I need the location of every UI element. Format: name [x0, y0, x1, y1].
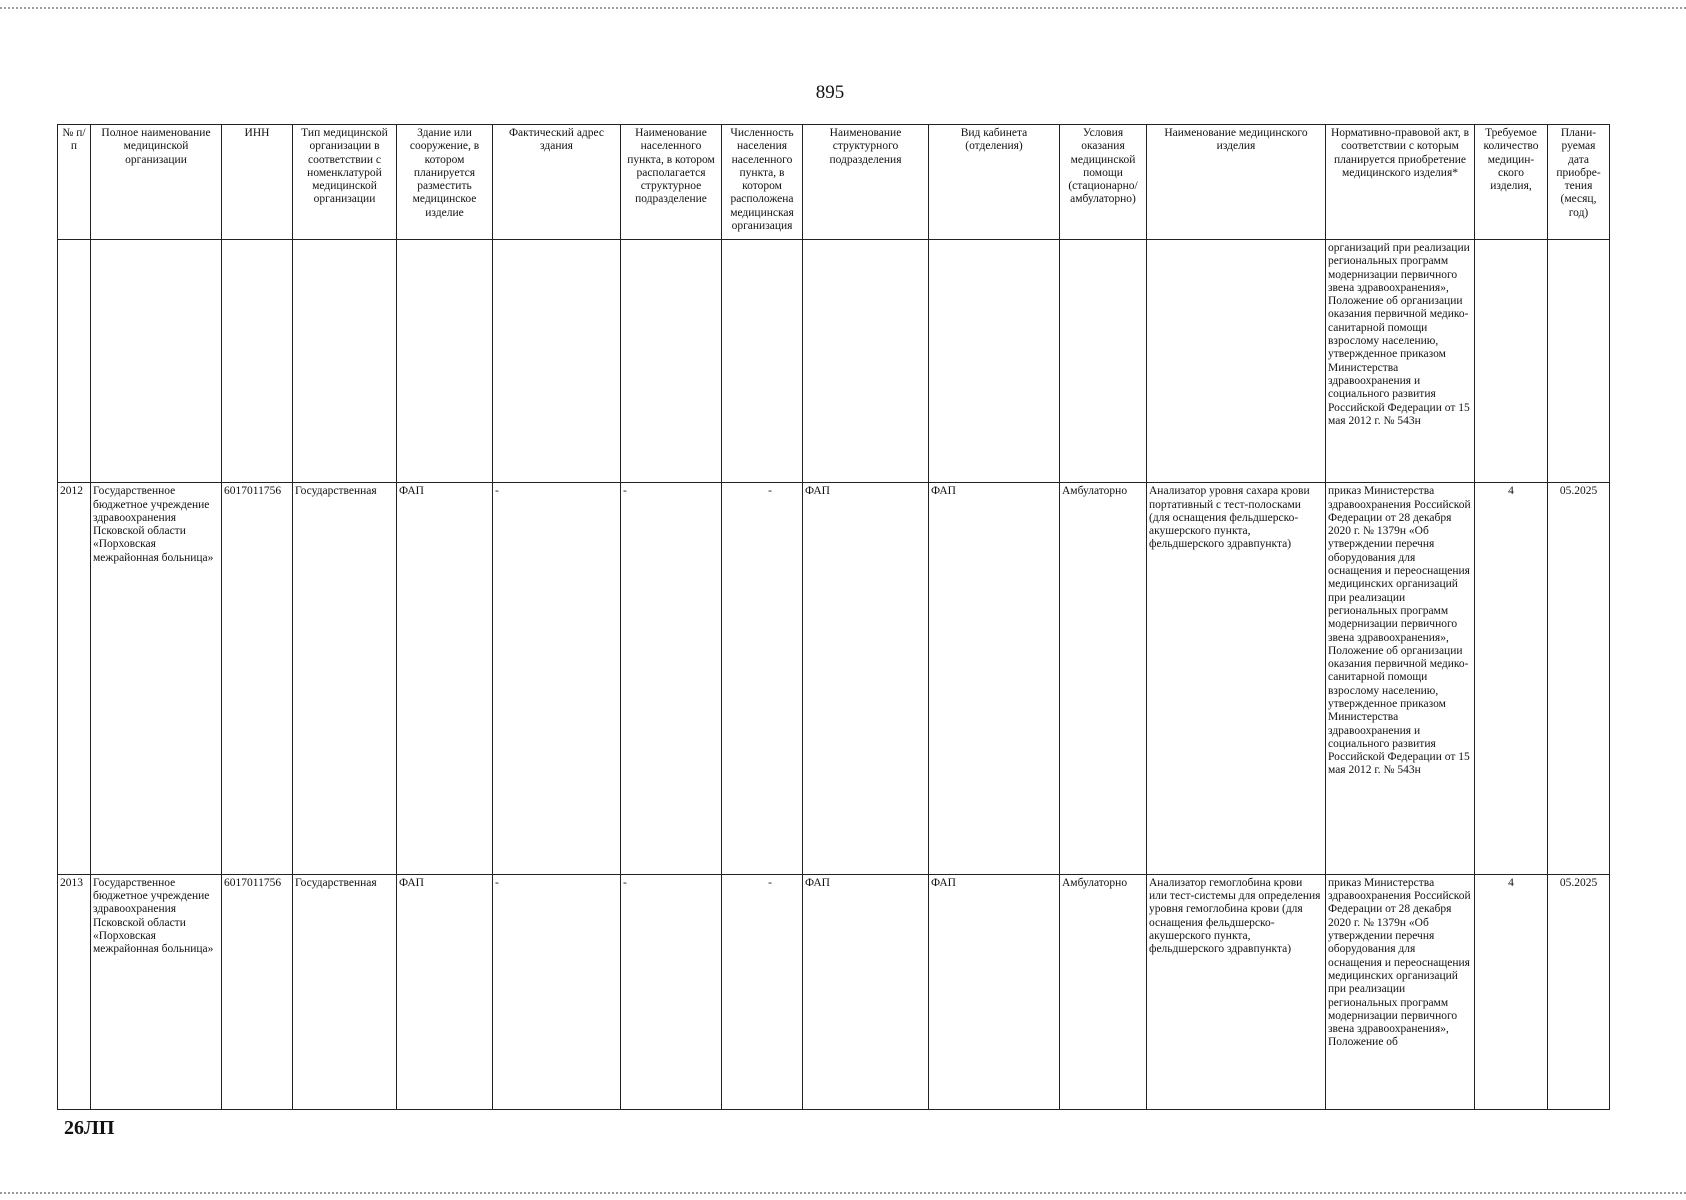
scan-top-edge: [0, 0, 1686, 9]
col-header-date: Плани-руемая дата приобре-тения (месяц, год): [1548, 125, 1610, 240]
cell-date: 05.2025: [1548, 874, 1610, 1109]
scan-bottom-edge: [0, 1192, 1686, 1200]
col-header-unit: Наименование структурного подразделения: [803, 125, 929, 240]
cell-address: -: [493, 874, 621, 1109]
cell-population: -: [722, 483, 803, 875]
table-row: [58, 874, 1610, 1109]
col-header-quantity: Требуемое количество медицин-ского изделия,: [1475, 125, 1548, 240]
cell-quantity: 4: [1475, 483, 1548, 875]
cell-population: -: [722, 874, 803, 1109]
cell-quantity: 4: [1475, 874, 1548, 1109]
col-header-device: Наименование медицинского изделия: [1147, 125, 1326, 240]
cell-legal-act: приказ Министерства здравоохранения Российской Федерации от 28 декабря 2020 г. № 1379н «Об утверждении перечня оборудования для оснащения и переоснащения медицинских организаций при реализации региональных программ модернизации первичного звена здравоохранения», Положение об организации оказания первичной медико-санитарной помощи взрослому населению, утвержденное приказом Министерства здравоохранения и социального развития Российской Федерации от 15 мая 2012 г. № 543н: [1326, 483, 1475, 875]
page-number: 895: [815, 82, 845, 103]
table-row: [58, 483, 1610, 875]
cell-address: -: [493, 483, 621, 875]
col-header-conditions: Условия оказания медицинской помощи (стационарно/ амбулаторно): [1060, 125, 1147, 240]
cell-legal-act: организаций при реализации региональных программ модернизации первичного звена здравоохранения», Положение об организации оказания первичной медико-санитарной помощи взрослому населению, утвержденное приказом Министерства здравоохранения и социального развития Российской Федерации от 15 мая 2012 г. № 543н: [1326, 240, 1475, 483]
col-header-inn: ИНН: [222, 125, 293, 240]
cell-conditions: Амбулаторно: [1060, 874, 1147, 1109]
footer-code: 26ЛП: [64, 1117, 115, 1139]
cell-device: Анализатор уровня сахара крови портативный с тест-полосками (для оснащения фельдшерско-акушерского пункта, фельдшерского здравпункта): [1147, 483, 1326, 875]
col-header-building: Здание или сооружение, в котором планируется разместить медицинское изделие: [397, 125, 493, 240]
cell-type: Государственная: [293, 483, 397, 875]
col-header-settlement: Наименование населенного пункта, в котором располагается структурное подразделение: [621, 125, 722, 240]
table-header-row: [58, 125, 1610, 240]
cell-settlement: -: [621, 874, 722, 1109]
cell-cabinet: ФАП: [929, 483, 1060, 875]
cell-unit: ФАП: [803, 874, 929, 1109]
col-header-type: Тип медицинской организации в соответствии с номенклатурой медицинской организации: [293, 125, 397, 240]
cell-type: Государственная: [293, 874, 397, 1109]
col-header-cabinet: Вид кабинета (отделения): [929, 125, 1060, 240]
cell-device: Анализатор гемоглобина крови или тест-системы для определения уровня гемоглобина крови (для оснащения фельдшерско-акушерского пункта, фельдшерского здравпункта): [1147, 874, 1326, 1109]
cell-unit: ФАП: [803, 483, 929, 875]
cell-org: Государственное бюджетное учреждение здравоохранения Псковской области «Порховская межрайонная больница»: [91, 483, 222, 875]
cell-inn: 6017011756: [222, 874, 293, 1109]
cell-building: ФАП: [397, 874, 493, 1109]
col-header-org: Полное наименование медицинской организации: [91, 125, 222, 240]
cell-settlement: -: [621, 483, 722, 875]
col-header-address: Фактический адрес здания: [493, 125, 621, 240]
cell-inn: 6017011756: [222, 483, 293, 875]
cell-num: 2012: [58, 483, 91, 875]
equipment-table: [57, 124, 1610, 1110]
cell-conditions: Амбулаторно: [1060, 483, 1147, 875]
cell-num: 2013: [58, 874, 91, 1109]
table-row-continuation: [58, 240, 1610, 483]
cell-date: 05.2025: [1548, 483, 1610, 875]
cell-building: ФАП: [397, 483, 493, 875]
col-header-legal-act: Нормативно-правовой акт, в соответствии с которым планируется приобретение медицинского изделия*: [1326, 125, 1475, 240]
cell-legal-act: приказ Министерства здравоохранения Российской Федерации от 28 декабря 2020 г. № 1379н «Об утверждении перечня оборудования для оснащения и переоснащения медицинских организаций при реализации региональных программ модернизации первичного звена здравоохранения», Положение об: [1326, 874, 1475, 1109]
col-header-num: № п/п: [58, 125, 91, 240]
col-header-population: Численность населения населенного пункта, в котором расположена медицинская организация: [722, 125, 803, 240]
cell-org: Государственное бюджетное учреждение здравоохранения Псковской области «Порховская межрайонная больница»: [91, 874, 222, 1109]
cell-cabinet: ФАП: [929, 874, 1060, 1109]
